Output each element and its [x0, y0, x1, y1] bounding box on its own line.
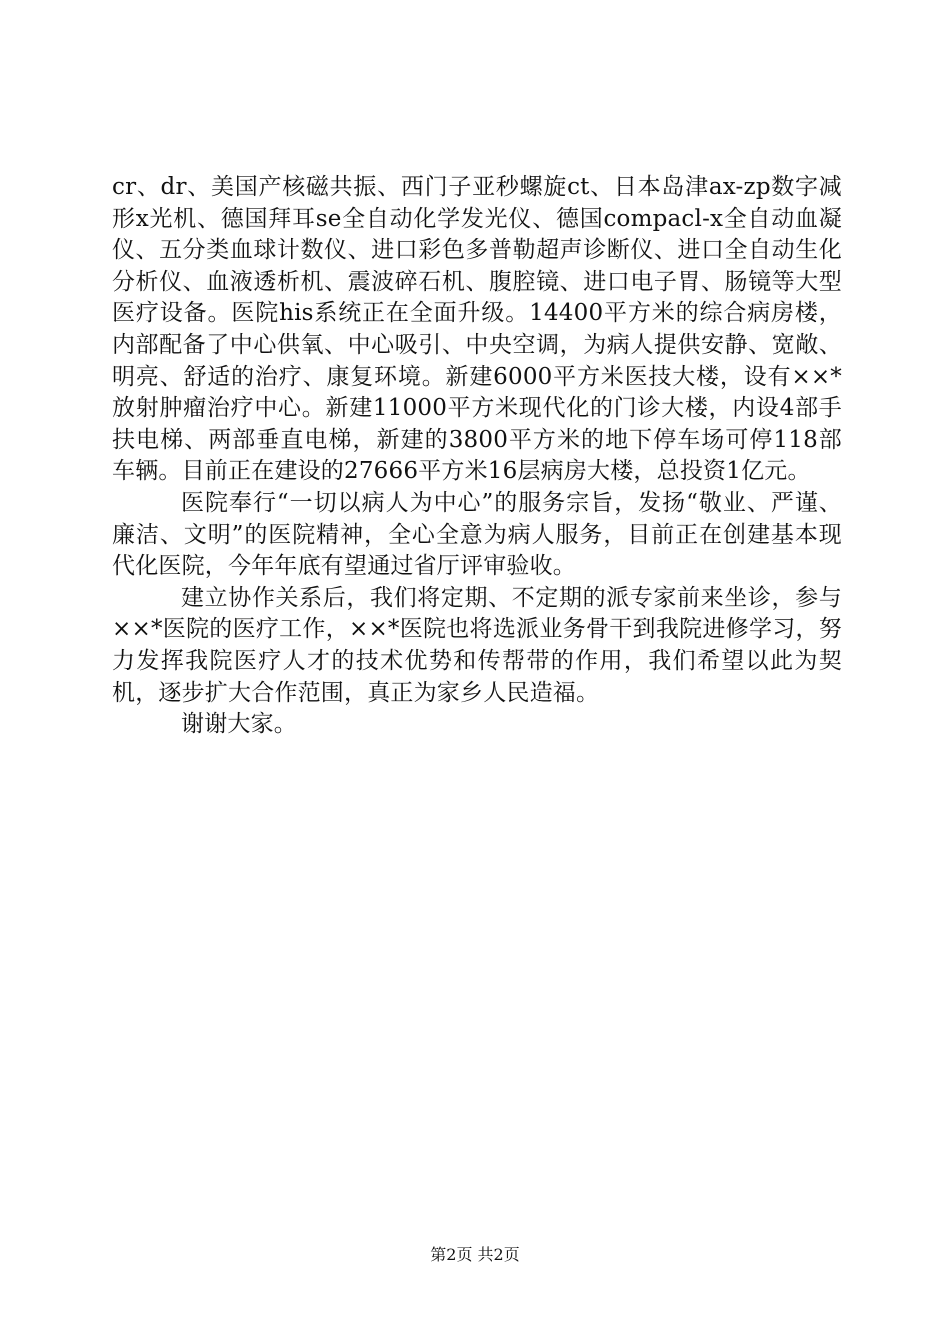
document-body [112, 172, 842, 741]
paragraph-thanks: 谢谢大家。 [181, 711, 297, 738]
paragraph-service-tenet: 医院奉行“一切以病人为中心”的服务宗旨，发扬“敬业、严谨、廉洁、文明”的医院精神，全心全意为病人服务，目前正在创建基本现代化医院，今年年底有望通过省厅评审验收。 [112, 489, 842, 580]
page-number-footer: 第2页 共2页 [430, 1245, 520, 1264]
paragraph-equipment: cr、dr、美国产核磁共振、西门子亚秒螺旋ct、日本岛津ax-zp数字减形x光机、德国拜耳se全自动化学发光仪、德国compacl-x全自动血凝仪、五分类血球计数仪、进口彩色多普勒超声诊断仪、进口全自动生化分析仪、血液透析机、震波碎石机、腹腔镜、进口电子胃、肠镜等大型医疗设备。医院his系统正在全面升级。14400平方米的综合病房楼，内部配备了中心供氧、中心吸引、中央空调，为病人提供安静、宽敞、明亮、舒适的治疗、康复环境。新建6000平方米医技大楼，设有××*放射肿瘤治疗中心。新建11000平方米现代化的门诊大楼，内设4部手扶电梯、两部垂直电梯，新建的3800平方米的地下停车场可停118部车辆。目前正在建设的27666平方米16层病房大楼，总投资1亿元。 [112, 174, 842, 485]
paragraph-cooperation: 建立协作关系后，我们将定期、不定期的派专家前来坐诊，参与××*医院的医疗工作，××*医院也将选派业务骨干到我院进修学习，努力发挥我院医疗人才的技术优势和传帮带的作用，我们希望以此为契机，逐步扩大合作范围，真正为家乡人民造福。 [112, 584, 842, 706]
